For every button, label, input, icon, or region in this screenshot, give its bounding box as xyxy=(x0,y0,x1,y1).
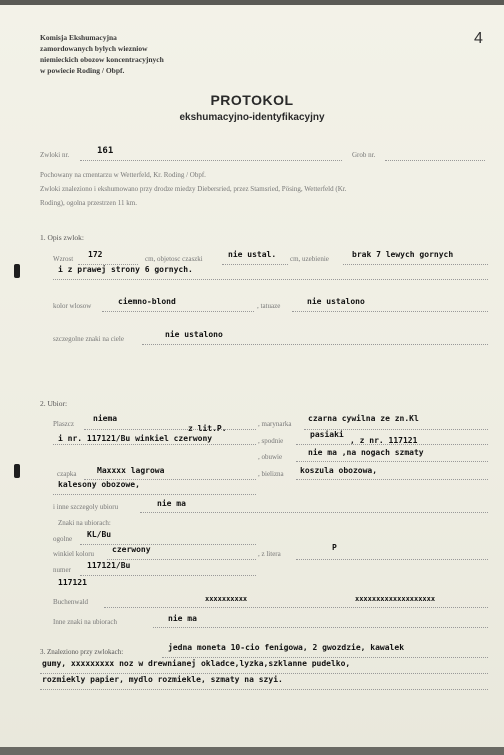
ogolne-label: ogolne xyxy=(53,535,73,543)
zwloki-value: 161 xyxy=(97,146,114,156)
tatuaze-value: nie ustalono xyxy=(307,297,365,306)
punch-hole-mark xyxy=(14,264,20,278)
tatuaze-line xyxy=(292,311,488,312)
spodnie-value-2: , z nr. 117121 xyxy=(350,436,418,445)
inne-znaki-line xyxy=(153,627,488,628)
found-items-value-2: gumy, xxxxxxxxx noz w drewnianej okladce,lyzka,szklanne pudelko, xyxy=(42,659,351,668)
numer-line xyxy=(80,575,256,576)
scan-edge-bottom xyxy=(0,747,504,755)
section-2-heading: 2. Ubior: xyxy=(40,399,68,408)
found-text-line2: Roding), ogolna przestrzen 11 km. xyxy=(40,199,137,207)
grob-line xyxy=(385,160,485,161)
numer-label: numer xyxy=(53,566,71,574)
found-items-line-3 xyxy=(40,689,488,690)
section-3-heading: 3. Znaleziono przy zwlokach: xyxy=(40,648,124,656)
organization-header xyxy=(40,32,164,76)
bielizna-line xyxy=(296,479,488,480)
uzebienie-value: brak 7 lewych gornych xyxy=(352,250,454,259)
znaki-cialo-line xyxy=(142,344,488,345)
obuwie-line xyxy=(296,461,488,462)
inne-ubior-value: nie ma xyxy=(157,499,186,508)
czapka-label: czapka xyxy=(57,470,77,478)
buchenwald-line xyxy=(104,607,488,608)
buchenwald-label: Buchenwald xyxy=(53,598,88,606)
spodnie-value: pasiaki xyxy=(310,430,344,439)
punch-hole-mark xyxy=(14,464,20,478)
czaszka-value: nie ustal. xyxy=(228,250,277,259)
litera-value: P xyxy=(332,543,337,552)
zwloki-label: Zwloki nr. xyxy=(40,151,70,159)
found-items-line-2 xyxy=(40,673,488,674)
wlosy-value: ciemno-blond xyxy=(118,297,176,306)
found-items-line-1 xyxy=(162,657,488,658)
plaszcz-line xyxy=(84,429,256,430)
found-items-value-1: jedna moneta 10-cio fenigowa, 2 gwozdzie, kawalek xyxy=(168,643,405,652)
scan-edge-top xyxy=(0,0,504,5)
buchenwald-struck-2: xxxxxxxxxxxxxxxxxxx xyxy=(355,595,436,603)
znaki-ubior-heading: Znaki na ubiorach: xyxy=(58,519,111,527)
znaki-cialo-label: szczegolne znaki na ciele xyxy=(53,335,124,343)
plaszcz-label: Plaszcz xyxy=(53,420,74,428)
org-line: zamordowanych bylych wiezniow xyxy=(40,44,148,53)
inne-znaki-label: Inne znaki na ubiorach xyxy=(53,618,117,626)
bielizna-label: , bielizna xyxy=(258,470,284,478)
kalesony-line xyxy=(53,494,256,495)
buried-text: Pochowany na cmentarzu w Wetterfeld, Kr. Roding / Obpf. xyxy=(40,171,206,179)
wlosy-label: kolor wlosow xyxy=(53,302,92,310)
ogolne-line xyxy=(80,544,256,545)
inne-ubior-line xyxy=(140,512,488,513)
zwloki-line xyxy=(80,160,342,161)
spodnie-label: , spodnie xyxy=(258,437,284,445)
grob-label: Grob nr. xyxy=(352,151,376,159)
znaki-cialo-value: nie ustalono xyxy=(165,330,223,339)
numer-value-2: 117121 xyxy=(58,578,87,587)
marynarka-line-2 xyxy=(53,444,256,445)
tatuaze-label: , tatuaze xyxy=(257,302,281,310)
org-line: niemieckich obozow koncentracyjnych xyxy=(40,55,164,64)
winkiel-value: czerwony xyxy=(112,545,151,554)
czaszka-line xyxy=(222,264,288,265)
z-lit-value: z lit.P. xyxy=(188,424,227,433)
inne-ubior-label: i inne szczegoly ubioru xyxy=(53,503,119,511)
obuwie-label: , obuwie xyxy=(258,453,283,461)
document-title: PROTOKOL xyxy=(210,92,294,108)
uzebienie-value-2: i z prawej strony 6 gornych. xyxy=(58,265,193,274)
inne-znaki-value: nie ma xyxy=(168,614,197,623)
numer-value: 117121/Bu xyxy=(87,561,131,570)
uzebienie-line-2 xyxy=(53,279,488,280)
ogolne-value: KL/Bu xyxy=(87,530,112,539)
org-line: Komisja Ekshumacyjna xyxy=(40,33,117,42)
found-text-line1: Zwloki znaleziono i ekshumowano przy drodze miedzy Diebersried, przez Stamsried, Pösing, Wetterfeld (Kr. xyxy=(40,185,347,193)
kalesony-value: kalesony obozowe, xyxy=(58,480,140,489)
marynarka-value: czarna cywilna ze zn.Kl xyxy=(308,414,419,423)
plaszcz-value: niema xyxy=(93,414,118,423)
marynarka-label: , marynarka xyxy=(258,420,292,428)
obuwie-value: nie ma ,na nogach szmaty xyxy=(308,448,424,457)
czaszka-label: cm, objetosc czaszki xyxy=(145,255,203,263)
wzrost-value: 172 xyxy=(88,250,103,259)
page-number: 4 xyxy=(474,30,483,47)
uzebienie-label: cm, uzebienie xyxy=(290,255,329,263)
wzrost-label: Wzrost xyxy=(53,255,74,263)
bielizna-value: koszula obozowa, xyxy=(300,466,378,475)
found-items-value-3: rozmiekly papier, mydlo rozmiekle, szmaty na szyi. xyxy=(42,675,283,684)
section-1-heading: 1. Opis zwlok: xyxy=(40,233,84,242)
winkiel-line xyxy=(107,559,256,560)
wlosy-line xyxy=(102,311,254,312)
uzebienie-line xyxy=(343,264,488,265)
czapka-value: Maxxxx lagrowa xyxy=(97,466,165,475)
document-subtitle: ekshumacyjno-identyfikacyjny xyxy=(179,112,325,123)
buchenwald-struck-1: xxxxxxxxxx xyxy=(205,595,248,603)
marynarka-value-2: i nr. 117121/Bu winkiel czerwony xyxy=(58,434,213,443)
litera-line xyxy=(296,559,488,560)
org-line: w powiecie Roding / Obpf. xyxy=(40,66,125,75)
litera-label: , z litera xyxy=(258,550,281,558)
winkiel-label: winkiel koloru xyxy=(53,550,95,558)
